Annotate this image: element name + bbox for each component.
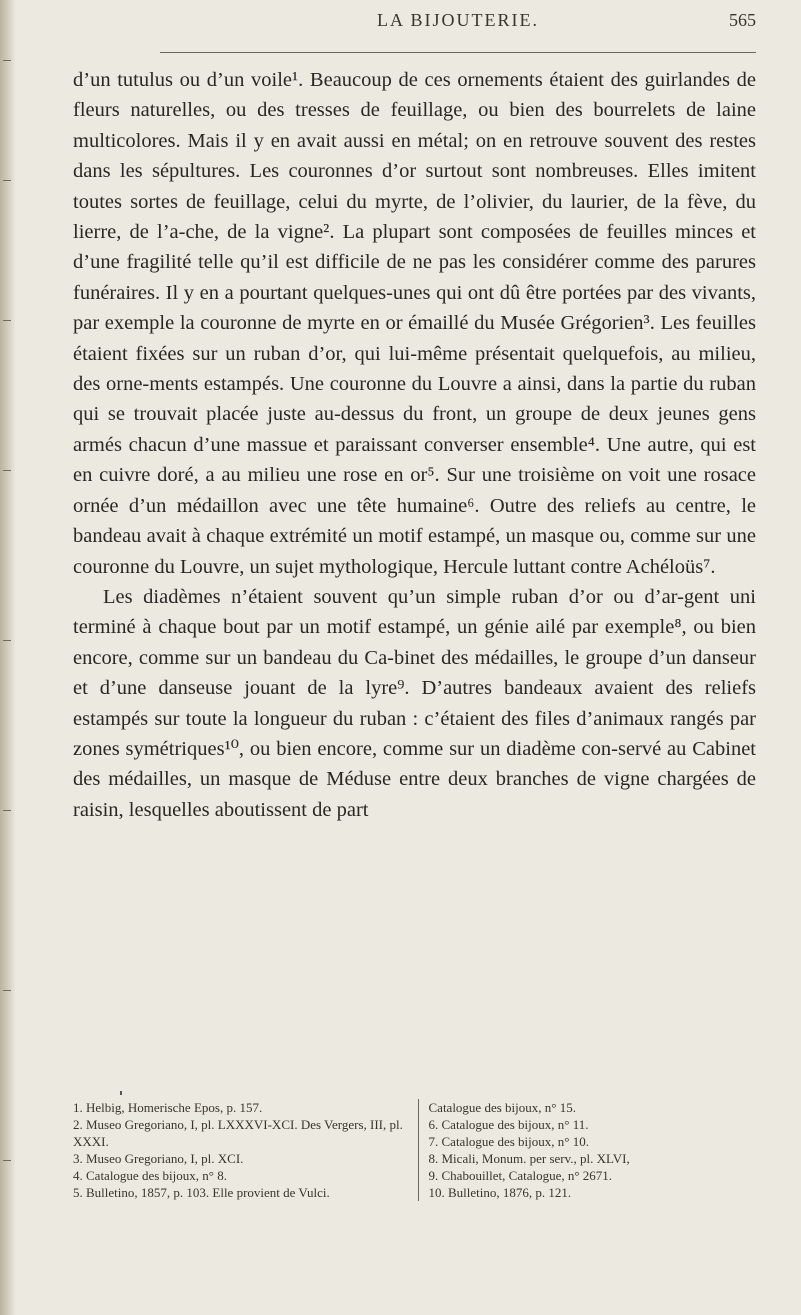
footnote-9: 9. Chabouillet, Catalogue, n° 2671. [428, 1168, 613, 1183]
footnote-8: 8. Micali, Monum. per serv., pl. XLVI, [428, 1151, 630, 1166]
paragraph-1: d’un tutulus ou d’un voile¹. Beaucoup de ces ornements étaient des guirlandes de fleurs naturelles, ou des tresses de feuillage, ou bien des bourrelets de laine multicolores. Mais il y en avait aussi en métal; on en retrouve souvent des restes dans les sépultures. Les couronnes d’or surtout sont nombreuses. Elles imitent toutes sortes de feuillage, celui du myrte, de l’olivier, du laurier, de la fève, du lierre, de l’a-che, de la vigne². La plupart sont composées de feuilles minces et d’une fragilité telle qu’il est difficile de ne pas les considérer comme des parures funéraires. Il y en a pourtant quelques-unes qui ont dû être portées par des vivants, par exemple la couronne de myrte en or émaillé du Musée Grégorien³. Les feuilles étaient fixées sur un ruban d’or, qui lui-même présentait quelquefois, au milieu, des orne-ments estampés. Une couronne du Louvre a ainsi, dans la partie du ruban qui se trouvait placée juste au-dessus du front, un groupe de deux jeunes gens armés chacun d’une massue et paraissant converser ensemble⁴. Une autre, qui est en cuivre doré, a au milieu une rose en or⁵. Sur une troisième on voit une rosace ornée d’un médaillon avec une tête humaine⁶. Outre des reliefs au centre, le bandeau avait à chaque extrémité un motif estampé, un masque ou, comme sur une couronne du Louvre, un sujet mythologique, Hercule luttant contre Achéloüs⁷. [73, 69, 756, 578]
footnotes [73, 1099, 763, 1201]
footnote-2: 2. Museo Gregoriano, I, pl. LXXXVI-XCI. Des Vergers, III, pl. XXXI. [73, 1117, 403, 1149]
footnote-mark [120, 1091, 122, 1095]
header-rule [160, 52, 756, 53]
footnote-5-continued: Catalogue des bijoux, n° 15. [428, 1100, 576, 1115]
footnotes-right-column [419, 1099, 764, 1201]
body-text [73, 65, 756, 825]
footnotes-left-column [73, 1099, 419, 1201]
running-title: LA BIJOUTERIE. [377, 10, 539, 30]
footnote-1: 1. Helbig, Homerische Epos, p. 157. [73, 1100, 263, 1115]
footnote-3: 3. Museo Gregoriano, I, pl. XCI. [73, 1151, 244, 1166]
page-number: 565 [729, 10, 756, 30]
footnote-6: 6. Catalogue des bijoux, n° 11. [428, 1117, 589, 1132]
page-binding-edge [0, 0, 16, 1315]
page-header [160, 10, 756, 44]
footnote-10: 10. Bulletino, 1876, p. 121. [428, 1185, 572, 1200]
footnote-4: 4. Catalogue des bijoux, n° 8. [73, 1168, 227, 1183]
footnote-5: 5. Bulletino, 1857, p. 103. Elle provient de Vulci. [73, 1185, 330, 1200]
footnote-7: 7. Catalogue des bijoux, n° 10. [428, 1134, 589, 1149]
paragraph-2: Les diadèmes n’étaient souvent qu’un simple ruban d’or ou d’ar-gent uni terminé à chaque bout par un motif estampé, un génie ailé par exemple⁸, ou bien encore, comme sur un bandeau du Ca-binet des médailles, le groupe d’un danseur et d’une danseuse jouant de la lyre⁹. D’autres bandeaux avaient des reliefs estampés sur toute la longueur du ruban : c’étaient des files d’animaux rangés par zones symétriques¹⁰, ou bien encore, comme sur un diadème con-servé au Cabinet des médailles, un masque de Méduse entre deux branches de vigne chargées de raisin, lesquelles aboutissent de part [73, 585, 756, 821]
